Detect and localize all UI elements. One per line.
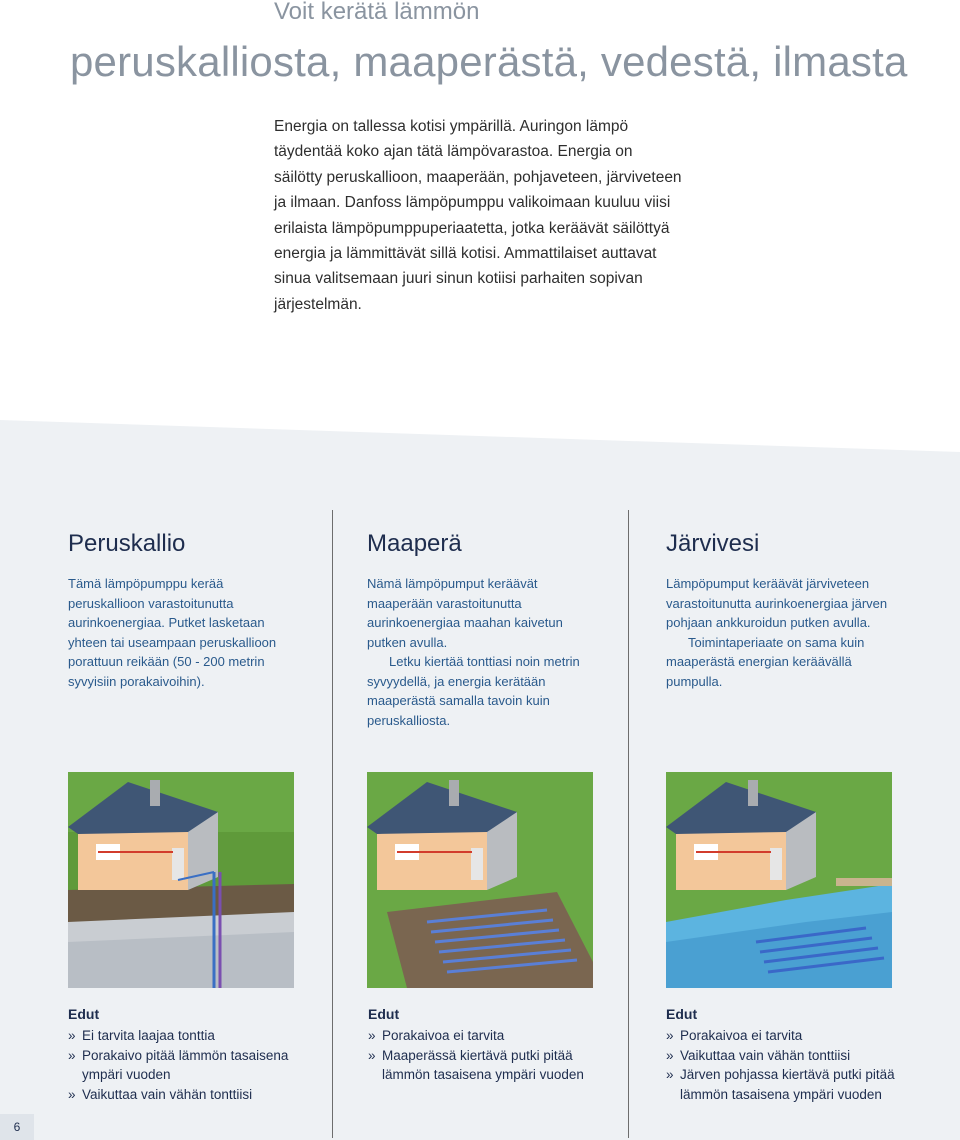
benefit-item bbox=[666, 1026, 906, 1046]
benefit-text: Vaikuttaa vain vähän tonttiisi bbox=[82, 1086, 253, 1102]
column-divider-2 bbox=[628, 510, 629, 1138]
benefits-list bbox=[368, 1026, 608, 1085]
benefits-title: Edut bbox=[68, 1006, 100, 1022]
benefit-text: Porakaivoa ei tarvita bbox=[382, 1028, 505, 1043]
bullet-icon: » bbox=[368, 1028, 376, 1043]
column-description bbox=[68, 574, 296, 691]
benefit-item bbox=[666, 1046, 906, 1066]
benefit-text: Ei tarvita laajaa tonttia bbox=[82, 1028, 215, 1043]
column-title: Järvivesi bbox=[666, 530, 760, 557]
column-peruskallio bbox=[68, 510, 296, 691]
column-text-1: Tämä lämpöpumppu kerää peruskallioon varastoitunutta aurinkoenergiaa. Putket lasketaan yhteen tai useampaan peruskallioon porattuun reikään (50 - 200 metrin syvyisiin porakaivoihin). bbox=[68, 576, 277, 689]
benefit-text: Vaikuttaa vain vähän tonttiisi bbox=[680, 1047, 851, 1063]
lake-heatpump-illustration bbox=[666, 772, 892, 988]
column-text-2: Letku kiertää tonttiasi noin metrin syvyydellä, ja energia kerätään maaperästä samalla tavoin kuin peruskalliosta. bbox=[367, 654, 580, 728]
column-description bbox=[666, 574, 894, 691]
benefit-text: Porakaivo pitää lämmön tasaisena ympäri vuoden bbox=[82, 1047, 289, 1082]
benefits-jarvivesi bbox=[666, 1006, 906, 1104]
benefit-item bbox=[68, 1085, 308, 1105]
column-title: Peruskallio bbox=[68, 530, 186, 557]
column-text-1: Nämä lämpöpumput keräävät maaperään varastoitunutta aurinkoenergiaa maahan kaivetun putken avulla. bbox=[367, 576, 563, 650]
bullet-icon: » bbox=[68, 1047, 76, 1063]
bullet-icon: » bbox=[68, 1086, 76, 1102]
column-jarvivesi bbox=[666, 510, 894, 691]
intro-text: Energia on tallessa kotisi ympärillä. Auringon lämpö täydentää koko ajan tätä lämpövarastoa. Energia on säilötty peruskallioon, maaperään, pohjaveteen, järviveteen ja ilmaan. Danfoss lämpöpumppu valikoimaan kuuluu viisi erilaista lämpöpumppuperiaatetta, jotka keräävät säilöttyä energia ja lämmittävät sillä kotisi. Ammattilaiset auttavat sinua valitsemaan juuri sinun kotiisi parhaiten sopivan järjestelmän. bbox=[274, 118, 682, 313]
bullet-icon: » bbox=[666, 1047, 674, 1063]
bedrock-heatpump-illustration bbox=[68, 772, 294, 988]
ground-heatpump-illustration bbox=[367, 772, 593, 988]
page-subtitle: Voit kerätä lämmön bbox=[274, 0, 480, 25]
bullet-icon: » bbox=[368, 1047, 376, 1063]
column-text-1: Lämpöpumput keräävät järviveteen varastoitunutta aurinkoenergiaa järven pohjaan ankkuroidun putken avulla. bbox=[666, 576, 888, 630]
column-divider-1 bbox=[332, 510, 333, 1138]
benefit-text: Järven pohjassa kiertävä putki pitää lämmön tasaisena ympäri vuoden bbox=[680, 1067, 895, 1102]
benefit-item bbox=[68, 1046, 308, 1085]
benefit-item bbox=[368, 1046, 608, 1085]
benefits-title: Edut bbox=[368, 1006, 400, 1022]
benefit-item bbox=[368, 1026, 608, 1046]
benefits-peruskallio bbox=[68, 1006, 308, 1104]
bullet-icon: » bbox=[666, 1067, 674, 1082]
column-maapera bbox=[367, 510, 595, 730]
column-description bbox=[367, 574, 595, 730]
column-title: Maaperä bbox=[367, 530, 462, 557]
page-headline: peruskalliosta, maaperästä, vedestä, ilmasta bbox=[70, 38, 908, 85]
benefit-text: Maaperässä kiertävä putki pitää lämmön tasaisena ympäri vuoden bbox=[382, 1047, 584, 1082]
benefits-list bbox=[68, 1026, 308, 1104]
benefits-title: Edut bbox=[666, 1006, 698, 1022]
benefits-maapera bbox=[368, 1006, 608, 1085]
column-text-2: Toimintaperiaate on sama kuin maaperästä energian keräävällä pumpulla. bbox=[666, 634, 865, 689]
bullet-icon: » bbox=[666, 1028, 674, 1043]
benefit-item bbox=[68, 1026, 308, 1046]
benefit-item bbox=[666, 1065, 906, 1104]
bullet-icon: » bbox=[68, 1028, 76, 1043]
intro-paragraph bbox=[274, 114, 684, 317]
page-number: 6 bbox=[0, 1114, 34, 1140]
benefits-list bbox=[666, 1026, 906, 1104]
benefit-text: Porakaivoa ei tarvita bbox=[680, 1028, 803, 1043]
